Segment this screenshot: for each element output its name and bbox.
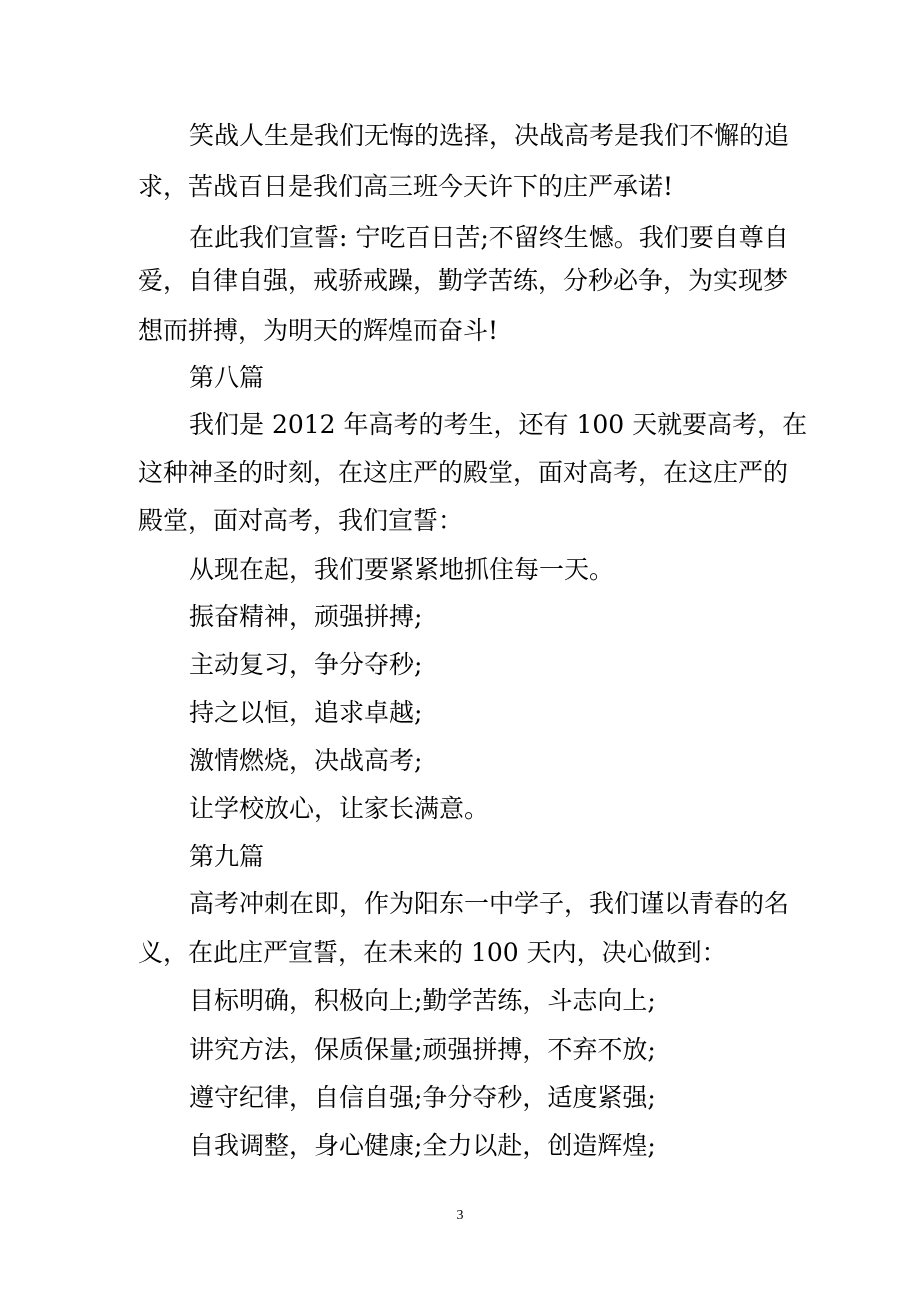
text-line: 求，苦战百日是我们高三班今天许下的庄严承诺! [138,172,674,201]
page-number: 3 [456,1208,464,1223]
section-heading: 第九篇 [189,842,265,871]
text-line: 从现在起，我们要紧紧地抓住每一天。 [189,555,615,584]
text-line: 主动复习，争分夺秒; [189,650,423,679]
section-heading: 第八篇 [189,363,265,392]
text-line: 目标明确，积极向上;勤学苦练，斗志向上; [189,986,656,1015]
text-line: 高考冲刺在即，作为阳东一中学子，我们谨以青春的名 [189,889,790,918]
text-line: 自我调整，身心健康;全力以赴，创造辉煌; [189,1131,656,1160]
text-line: 我们是 2012 年高考的考生，还有 100 天就要高考，在 [189,410,808,439]
text-line: 殿堂，面对高考，我们宣誓： [138,506,464,535]
text-line: 遵守纪律，自信自强;争分夺秒，适度紧强; [189,1083,656,1112]
text-line: 义，在此庄严宣誓，在未来的 100 天内，决心做到： [138,938,727,967]
text-line: 讲究方法，保质保量;顽强拼搏，不弃不放; [189,1035,656,1064]
text-line: 这种神圣的时刻，在这庄严的殿堂，面对高考，在这庄严的 [138,458,789,487]
text-line: 在此我们宣誓: 宁吃百日苦;不留终生憾。我们要自尊自 [189,223,789,252]
text-line: 爱，自律自强，戒骄戒躁，勤学苦练，分秒必争，为实现梦 [138,266,789,295]
text-line: 让学校放心，让家长满意。 [189,794,490,823]
text-line: 想而拼搏，为明天的辉煌而奋斗! [138,316,499,345]
text-line: 振奋精神，顽强拼搏; [189,602,423,631]
text-line: 笑战人生是我们无悔的选择，决战高考是我们不懈的追 [189,121,790,150]
text-line: 激情燃烧，决战高考; [189,746,423,775]
text-line: 持之以恒，追求卓越; [189,698,423,727]
